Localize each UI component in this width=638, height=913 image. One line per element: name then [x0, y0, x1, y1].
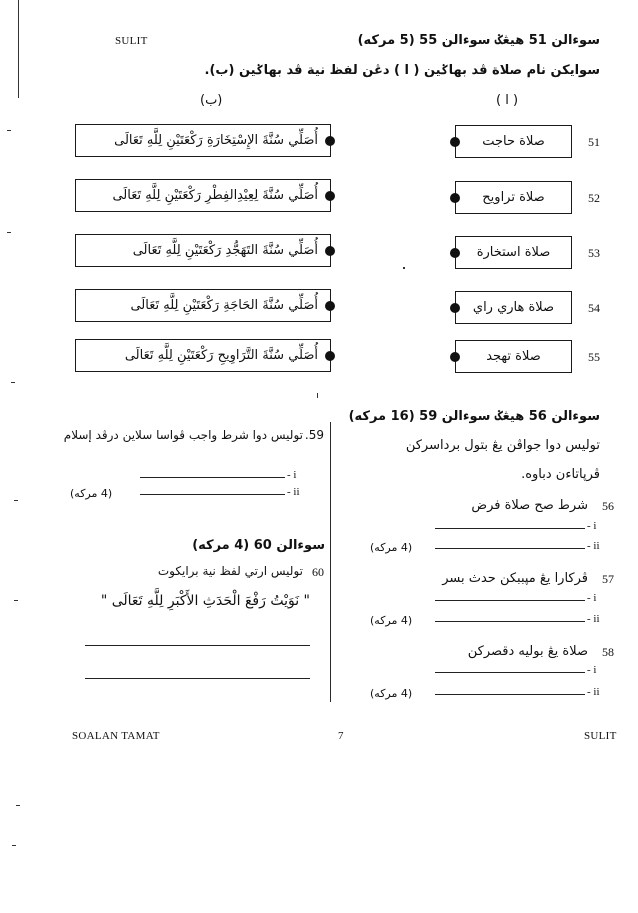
column-a-box-54 [455, 291, 572, 324]
marks-label: (4 مركه) [370, 541, 413, 554]
question-text: صلاة يڠ بوليه دقصرکن [467, 644, 588, 659]
page-number: 7 [338, 730, 344, 742]
column-a-box-51 [455, 125, 572, 158]
match-dot [450, 248, 460, 258]
marks-label: (4 مركه) [370, 687, 413, 700]
column-a-text: صلاة استخارة [476, 245, 551, 260]
column-a-label: ( ا ) [496, 93, 519, 108]
question-number: 55 [588, 350, 600, 364]
column-b-text: أُصَلِّي سُنَّةَ الإِسْتِخَارَةِ رَكْعَتَيْنِ لِلَّهِ تَعَالَى [114, 133, 318, 148]
question-number: 60 [312, 565, 324, 579]
answer-line [435, 548, 585, 549]
column-b-label: (ب) [200, 93, 223, 108]
column-a-text: صلاة هاري راي [472, 300, 555, 315]
column-b-text: أُصَلِّي سُنَّةَ الحَاجَةِ رَكْعَتَيْنِ لِلَّهِ تَعَالَى [130, 298, 318, 313]
column-b-box-4 [75, 289, 331, 322]
scan-edge-line [18, 0, 19, 98]
scan-mark [14, 500, 18, 501]
section-instruction-line2: ڤرڽاتاءن دباوه. [521, 467, 600, 482]
match-dot [325, 301, 335, 311]
answer-label: - ii [587, 613, 600, 625]
answer-label: - i [587, 664, 597, 676]
column-b-text: أُصَلِّي سُنَّةَ التَهَجُّدِ رَكْعَتَيْنِ لِلَّهِ تَعَالَى [132, 243, 318, 258]
match-dot [450, 193, 460, 203]
question-number: 59. [304, 428, 324, 442]
question-number: 57 [602, 572, 614, 586]
answer-label: - i [287, 469, 297, 481]
answer-line [140, 477, 285, 478]
scan-mark [16, 805, 20, 806]
column-a-box-52 [455, 181, 572, 214]
match-dot [450, 303, 460, 313]
column-b-text: أُصَلِّي سُنَّةَ لِعِيْدِالفِطْرِ رَكْعَتَيْنِ لِلَّهِ تَعَالَى [112, 188, 318, 203]
column-b-text: أُصَلِّي سُنَّةَ التَّرَاوِيحِ رَكْعَتَيْنِ لِلَّهِ تَعَالَى [124, 348, 318, 363]
question-number: 53 [588, 246, 600, 260]
section-instruction-line1: توليس دوا جواڤن يڠ بتول برداسرکن [405, 438, 600, 453]
scan-mark [7, 232, 11, 233]
match-dot [450, 137, 460, 147]
scan-mark [14, 600, 18, 601]
question-number: 56 [602, 499, 614, 513]
question-text: شرط صح صلاة فرض [471, 498, 588, 513]
scan-mark [403, 267, 405, 269]
question-number: 58 [602, 645, 614, 659]
column-a-text: صلاة تهجد [486, 349, 541, 364]
column-a-box-55 [455, 340, 572, 373]
question-number: 54 [588, 301, 600, 315]
column-divider [330, 422, 331, 702]
match-dot [450, 352, 460, 362]
question-number: 52 [588, 191, 600, 205]
section-title-60: سوءالن 60 (4 مركه) [192, 538, 325, 553]
answer-label: - ii [287, 486, 300, 498]
column-b-box-5 [75, 339, 331, 372]
answer-label: - ii [587, 540, 600, 552]
question-text: توليس ارتي لفظ نية برايکوت [157, 564, 303, 578]
answer-line [85, 645, 310, 646]
marks-label: (4 مركه) [70, 487, 113, 500]
scan-mark [317, 393, 318, 398]
matching-instruction: سوايکن نام صلاة ڤد بهاݢين ( ا ) دڠن لفظ نية ڤد بهاݢين (ب). [204, 63, 600, 78]
question-text: توليس دوا شرط واجب ڤواسا سلاين درڤد إسلام [63, 428, 303, 442]
answer-line [140, 494, 285, 495]
scan-mark [11, 382, 15, 383]
answer-label: - i [587, 520, 597, 532]
answer-line [435, 621, 585, 622]
column-a-text: صلاة تراويح [482, 190, 545, 205]
answer-line [85, 678, 310, 679]
match-dot [325, 246, 335, 256]
match-dot [325, 136, 335, 146]
match-dot [325, 191, 335, 201]
answer-line [435, 672, 585, 673]
header-sulit-label: SULIT [115, 35, 148, 47]
answer-line [435, 600, 585, 601]
footer-end-label: SOALAN TAMAT [72, 730, 160, 742]
column-a-text: صلاة حاجت [482, 134, 545, 149]
niat-quote: " نَوَيْتُ رَفْعَ الْحَدَثِ الأَكْبَرِ لِلَّهِ تَعَالَى " [100, 593, 310, 609]
footer-sulit-label: SULIT [584, 730, 617, 742]
column-b-box-3 [75, 234, 331, 267]
answer-label: - ii [587, 686, 600, 698]
answer-line [435, 694, 585, 695]
answer-label: - i [587, 592, 597, 604]
question-text: ڤرکارا يڠ مڽببکن حدث بسر [442, 571, 588, 586]
column-b-box-1 [75, 124, 331, 157]
match-dot [325, 351, 335, 361]
column-b-box-2 [75, 179, 331, 212]
answer-line [435, 528, 585, 529]
scan-mark [7, 130, 11, 131]
question-number: 51 [588, 135, 600, 149]
column-a-box-53 [455, 236, 572, 269]
scan-mark [12, 845, 16, 846]
section-title-56-59: سوءالن 56 هيڠݢ سوءالن 59 (16 مركه) [348, 409, 600, 424]
marks-label: (4 مركه) [370, 614, 413, 627]
section-title-51-55: سوءالن 51 هيڠݢ سوءالن 55 (5 مركه) [357, 33, 600, 48]
